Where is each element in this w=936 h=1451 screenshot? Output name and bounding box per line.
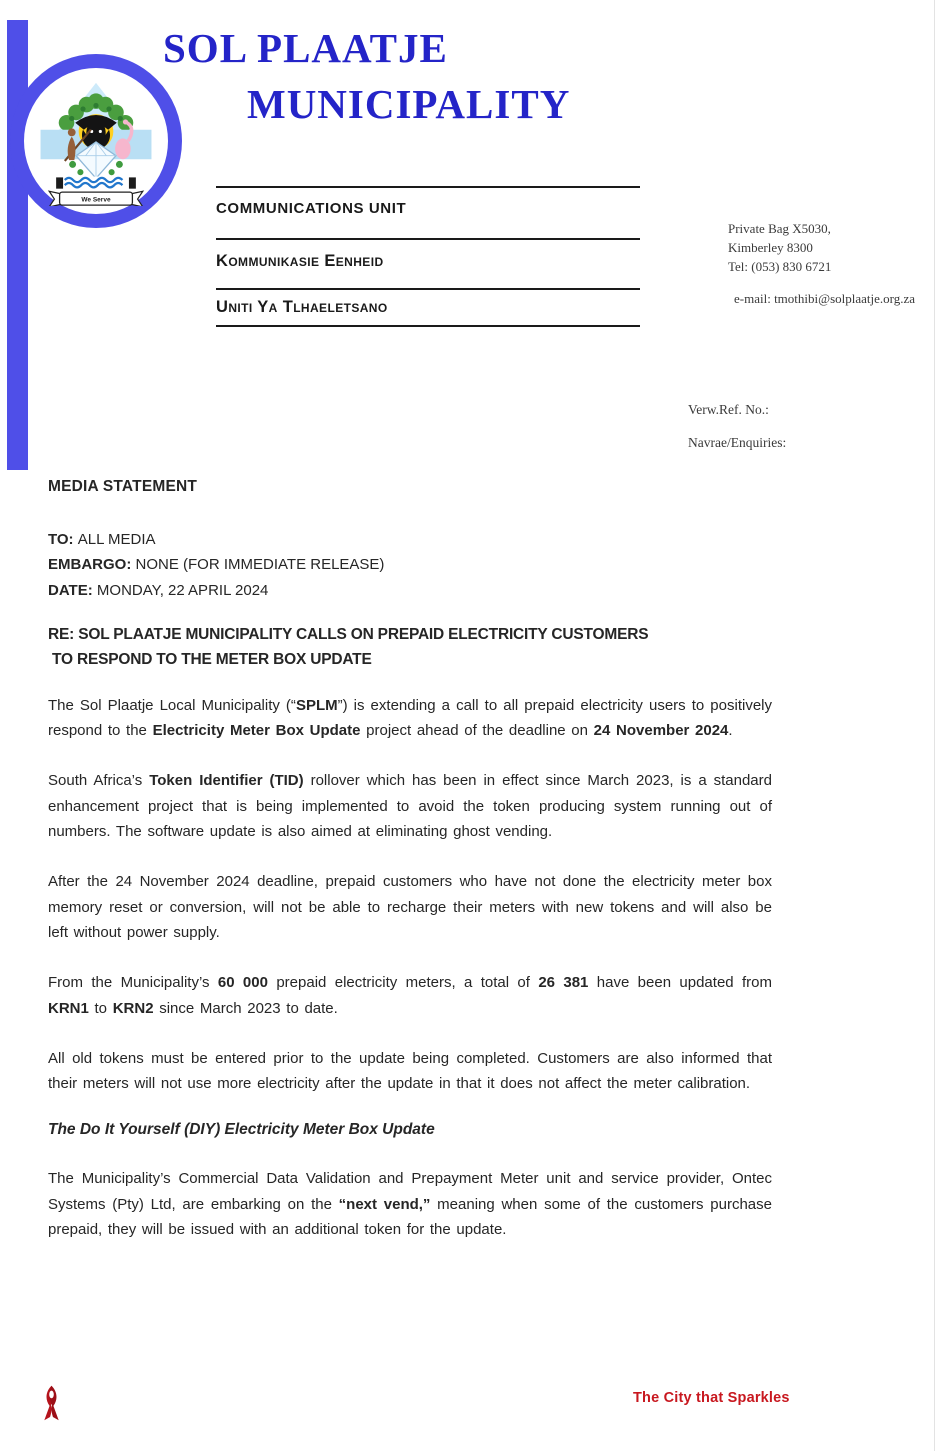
meta-to (48, 527, 772, 552)
paragraph-2: South Africa’s Token Identifier (TID) rollover which has been in effect since March 2023, is a standard enhancement project that is being implemented to avoid the token producing system running out of numbers. The software update is also aimed at eliminating ghost vending. (48, 772, 772, 841)
meta-embargo (48, 552, 772, 577)
logo-left-bar (7, 20, 28, 470)
unit-name-setswana-label: Uniti Ya Tlhaeletsano (216, 298, 388, 316)
paragraph-1: The Sol Plaatje Local Municipality (“SPLM”) is extending a call to all prepaid electricity users to positively respond to the Electricity Meter Box Update project ahead of the deadline on 24 November 2024. (48, 696, 772, 740)
city-slogan: The City that Sparkles (633, 1390, 790, 1406)
municipality-logo (10, 54, 182, 228)
org-name-line2: MUNICIPALITY (247, 81, 571, 127)
meta-to-value: ALL MEDIA (77, 531, 156, 548)
reference-block (688, 402, 786, 451)
postal-address-line2: Kimberley 8300 (728, 240, 813, 255)
diy-subheading: The Do It Yourself (DIY) Electricity Meter Box Update (48, 1121, 435, 1139)
meta-embargo-value: NONE (FOR IMMEDIATE RELEASE) (135, 556, 385, 574)
logo-motto: We Serve (81, 196, 111, 204)
unit-names-block (216, 186, 640, 327)
unit-name-afrikaans-label: Kommunikasie Eenheid (216, 252, 384, 270)
contact-block (728, 219, 915, 308)
paragraph-6: The Municipality’s Commercial Data Validation and Prepayment Meter unit and service provider, Ontec Systems (Pty) Ltd, are embarking on the “next vend,” meaning when some of the customers purchase prepaid, they will be issued with an additional token for the update. (48, 1170, 772, 1239)
org-name-line1: SOL PLAATJE (163, 25, 448, 71)
paragraph-3: After the 24 November 2024 deadline, prepaid customers who have not done the electricity meter box memory reset or conversion, will not be able to recharge their meters with new tokens and will also be left without power supply. (48, 873, 772, 941)
paragraph-4: From the Municipality’s 60 000 prepaid electricity meters, a total of 26 381 have been updated from KRN1 to KRN2 since March 2023 to date. (48, 974, 772, 1017)
unit-name-afrikaans (216, 238, 640, 288)
meta-to-label: TO: (48, 531, 74, 548)
subject-line2: TO RESPOND TO THE METER BOX UPDATE (52, 650, 372, 668)
red-ribbon-icon (40, 1383, 63, 1425)
ref-number-label: Verw.Ref. No.: (688, 402, 769, 417)
statement-meta (48, 527, 772, 603)
enquiries-label: Navrae/Enquiries: (688, 435, 787, 450)
statement-heading: MEDIA STATEMENT (48, 478, 198, 495)
paragraph-5: All old tokens must be entered prior to the update being completed. Customers are also informed that their meters will not use more electricity after the update in that it does not affect the meter calibration. (48, 1049, 772, 1093)
unit-name-english-label: COMMUNICATIONS UNIT (216, 200, 407, 217)
meta-embargo-label: EMBARGO: (48, 556, 132, 574)
coat-of-arms-icon (35, 76, 157, 206)
meta-date-value: MONDAY, 22 APRIL 2024 (96, 581, 269, 599)
postal-address-line1: Private Bag X5030, (728, 221, 831, 236)
subject-line1: RE: SOL PLAATJE MUNICIPALITY CALLS ON PREPAID ELECTRICITY CUSTOMERS (48, 625, 649, 643)
meta-date (48, 578, 772, 603)
telephone-line: Tel: (053) 830 6721 (728, 259, 832, 274)
unit-name-setswana (216, 288, 640, 327)
unit-name-english (216, 186, 640, 238)
statement-body (48, 478, 772, 1267)
subject-heading (48, 622, 772, 672)
meta-date-label: DATE: (48, 581, 93, 599)
email-line: e-mail: tmothibi@solplaatje.org.za (734, 291, 916, 306)
